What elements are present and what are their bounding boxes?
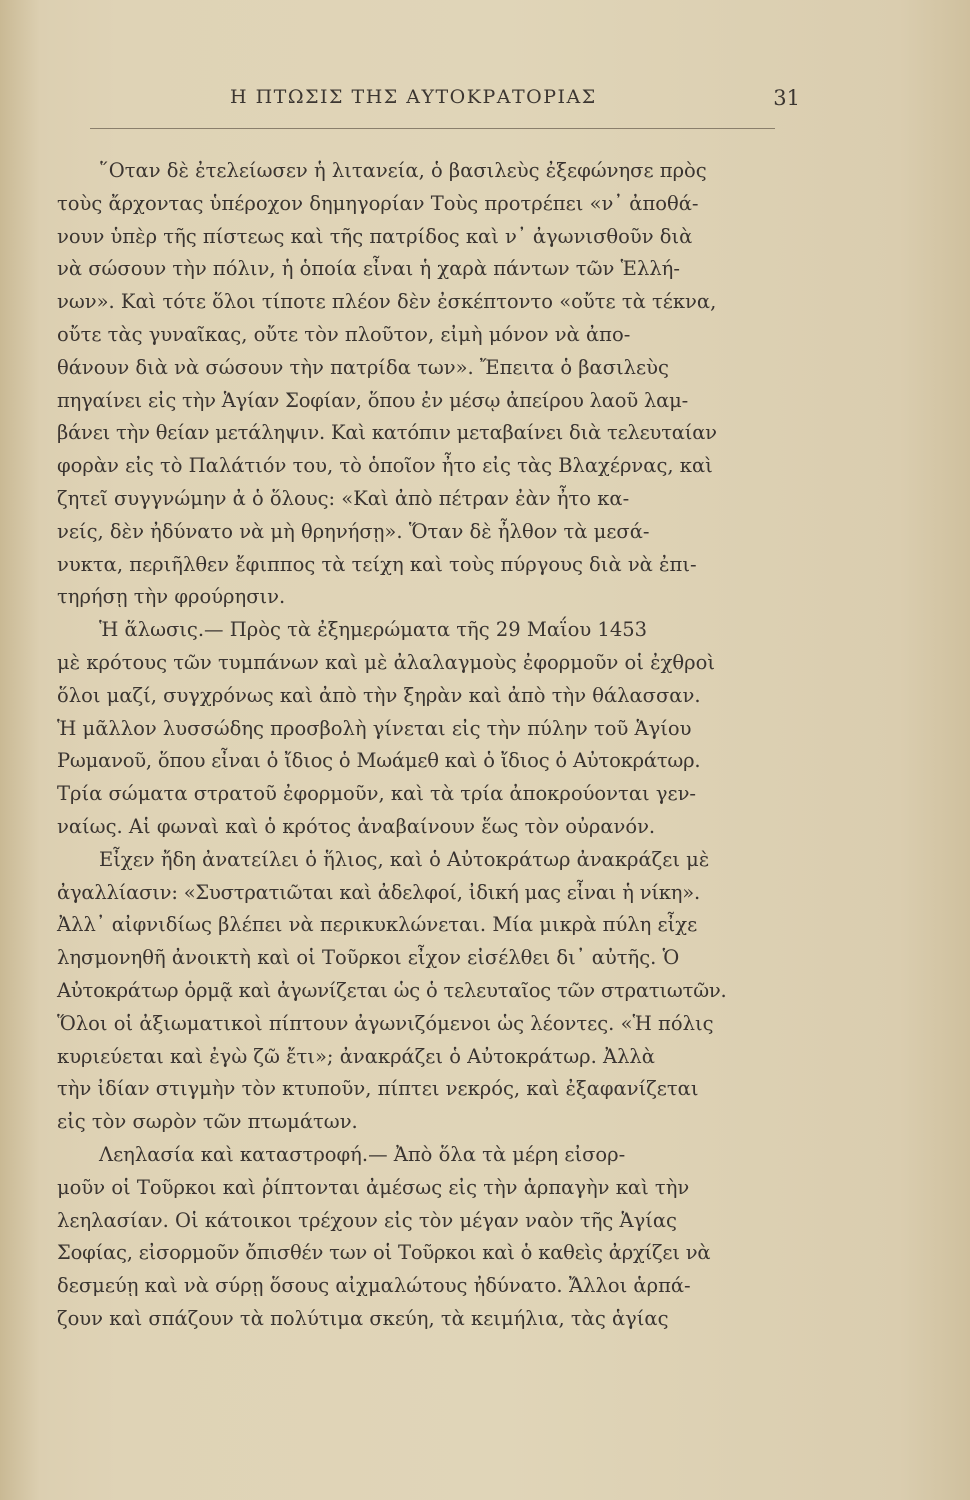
text-line: Ρωμανοῦ, ὅπου εἶναι ὁ ἴδιος ὁ Μωάμεθ καὶ ὁ ἴδιος ὁ Αὐτοκράτωρ. xyxy=(57,749,701,773)
text-line: ῞Οταν δὲ ἐτελείωσεν ἡ λιτανεία, ὁ βασιλεὺς ἐξεφώνησε πρὸς xyxy=(99,159,707,182)
text-line: μὲ κρότους τῶν τυμπάνων καὶ μὲ ἀλαλαγμοὺς ἐφορμοῦν οἱ ἐχθροὶ xyxy=(57,650,715,674)
text-line: μοῦν οἱ Τοῦρκοι καὶ ῥίπτονται ἀμέσως εἰς τὴν ἁρπαγὴν καὶ τὴν xyxy=(57,1175,690,1199)
text-line: ὅλοι μαζί, συγχρόνως καὶ ἀπὸ τὴν ξηρὰν καὶ ἀπὸ τὴν θάλασσαν. xyxy=(57,683,701,707)
text-line: λεηλασίαν. Οἱ κάτοικοι τρέχουν εἰς τὸν μέγαν ναὸν τῆς Ἁγίας xyxy=(57,1208,677,1232)
text-line: τηρήσῃ τὴν φρούρησιν. xyxy=(57,585,286,609)
text-line: οὔτε τὰς γυναῖκας, οὔτε τὸν πλοῦτον, εἰμὴ μόνον νὰ ἀπο- xyxy=(57,322,631,346)
text-line: βάνει τὴν θείαν μετάληψιν. Καὶ κατόπιν μεταβαίνει διὰ τελευταίαν xyxy=(57,421,717,445)
text-line: Ὅλοι οἱ ἀξιωματικοὶ πίπτουν ἀγωνιζόμενοι ὡς λέοντες. «Ἡ πόλις xyxy=(57,1011,714,1035)
page-header xyxy=(60,86,800,122)
text-line: νουν ὑπὲρ τῆς πίστεως καὶ τῆς πατρίδος καὶ ν᾽ ἀγωνισθοῦν διὰ xyxy=(57,224,693,248)
text-line: ζουν καὶ σπάζουν τὰ πολύτιμα σκεύη, τὰ κειμήλια, τὰς ἁγίας xyxy=(57,1306,669,1330)
text-line: εἰς τὸν σωρὸν τῶν πτωμάτων. xyxy=(57,1110,358,1134)
section-heading-line: Λεηλασία καὶ καταστροφή.— Ἀπὸ ὅλα τὰ μέρη εἰσορ- xyxy=(99,1142,626,1166)
text-line: Αὐτοκράτωρ ὁρμᾷ καὶ ἀγωνίζεται ὡς ὁ τελευταῖος τῶν στρατιωτῶν. xyxy=(57,978,727,1002)
page-number: 31 xyxy=(773,86,800,110)
text-line: νείς, δὲν ἠδύνατο νὰ μὴ θρηνήσῃ». Ὅταν δὲ ἦλθον τὰ μεσά- xyxy=(57,519,650,543)
text-line: φορὰν εἰς τὸ Παλάτιόν του, τὸ ὁποῖον ἦτο εἰς τὰς Βλαχέρνας, καὶ xyxy=(57,454,713,478)
text-line: ἀγαλλίασιν: «Συστρατιῶται καὶ ἀδελφοί, ἰδική μας εἶναι ἡ νίκη». xyxy=(57,880,701,904)
text-line: Τρία σώματα στρατοῦ ἐφορμοῦν, καὶ τὰ τρία ἀποκρούονται γεν- xyxy=(57,782,697,806)
section-heading-line: Ἡ ἅλωσις.— Πρὸς τὰ ἐξημερώματα τῆς 29 Μαΐου 1453 xyxy=(99,618,648,642)
text-line: ναίως. Αἱ φωναὶ καὶ ὁ κρότος ἀναβαίνουν ἕως τὸν οὐρανόν. xyxy=(57,814,656,838)
text-line: Εἶχεν ἤδη ἀνατείλει ὁ ἥλιος, καὶ ὁ Αὐτοκράτωρ ἀνακράζει μὲ xyxy=(99,847,710,871)
text-line: δεσμεύῃ καὶ νὰ σύρῃ ὅσους αἰχμαλώτους ἠδύνατο. Ἄλλοι ἁρπά- xyxy=(57,1274,691,1298)
text-line: ζητεῖ συγγνώμην ἀ ὁ ὅλους: «Καὶ ἀπὸ πέτραν ἐὰν ἦτο κα- xyxy=(57,486,630,510)
text-line: λησμονηθῆ ἀνοικτὴ καὶ οἱ Τοῦρκοι εἶχον εἰσέλθει δι᾽ αὐτῆς. Ὁ xyxy=(57,946,680,970)
text-line: θάνουν διὰ νὰ σώσουν τὴν πατρίδα των». Ἔπειτα ὁ βασιλεὺς xyxy=(57,355,669,379)
text-line: Ἡ μᾶλλον λυσσώδης προσβολὴ γίνεται εἰς τὴν πύλην τοῦ Ἁγίου xyxy=(57,716,692,740)
text-line: νὰ σώσουν τὴν πόλιν, ἡ ὁποία εἶναι ἡ χαρὰ πάντων τῶν Ἑλλή- xyxy=(57,257,680,281)
text-line: κυριεύεται καὶ ἐγὼ ζῶ ἔτι»; ἀνακράζει ὁ Αὐτοκράτωρ. Ἀλλὰ xyxy=(57,1044,655,1068)
text-line: τὴν ἰδίαν στιγμὴν τὸν κτυποῦν, πίπτει νεκρός, καὶ ἐξαφανίζεται xyxy=(57,1077,699,1101)
text-line: Σοφίας, εἰσορμοῦν ὄπισθέν των οἱ Τοῦρκοι καὶ ὁ καθεὶς ἀρχίζει νὰ xyxy=(57,1241,711,1265)
text-line: πηγαίνει εἰς τὴν Ἁγίαν Σοφίαν, ὅπου ἐν μέσῳ ἀπείρου λαοῦ λαμ- xyxy=(57,388,688,412)
running-title: Η ΠΤΩΣΙΣ ΤΗΣ ΑΥΤΟΚΡΑΤΟΡΙΑΣ xyxy=(230,86,597,108)
body-text xyxy=(57,155,797,1336)
text-line: τοὺς ἄρχοντας ὑπέροχον δημηγορίαν Τοὺς προτρέπει «ν᾽ ἀποθά- xyxy=(57,191,699,215)
text-line: νυκτα, περιῆλθεν ἔφιππος τὰ τείχη καὶ τοὺς πύργους διὰ νὰ ἐπι- xyxy=(57,552,697,576)
text-line: νων». Καὶ τότε ὅλοι τίποτε πλέον δὲν ἐσκέπτοντο «οὔτε τὰ τέκνα, xyxy=(57,290,717,314)
header-rule xyxy=(90,128,775,129)
text-line: Ἀλλ᾽ αἰφνιδίως βλέπει νὰ περικυκλώνεται. Μία μικρὰ πύλη εἶχε xyxy=(57,913,698,937)
